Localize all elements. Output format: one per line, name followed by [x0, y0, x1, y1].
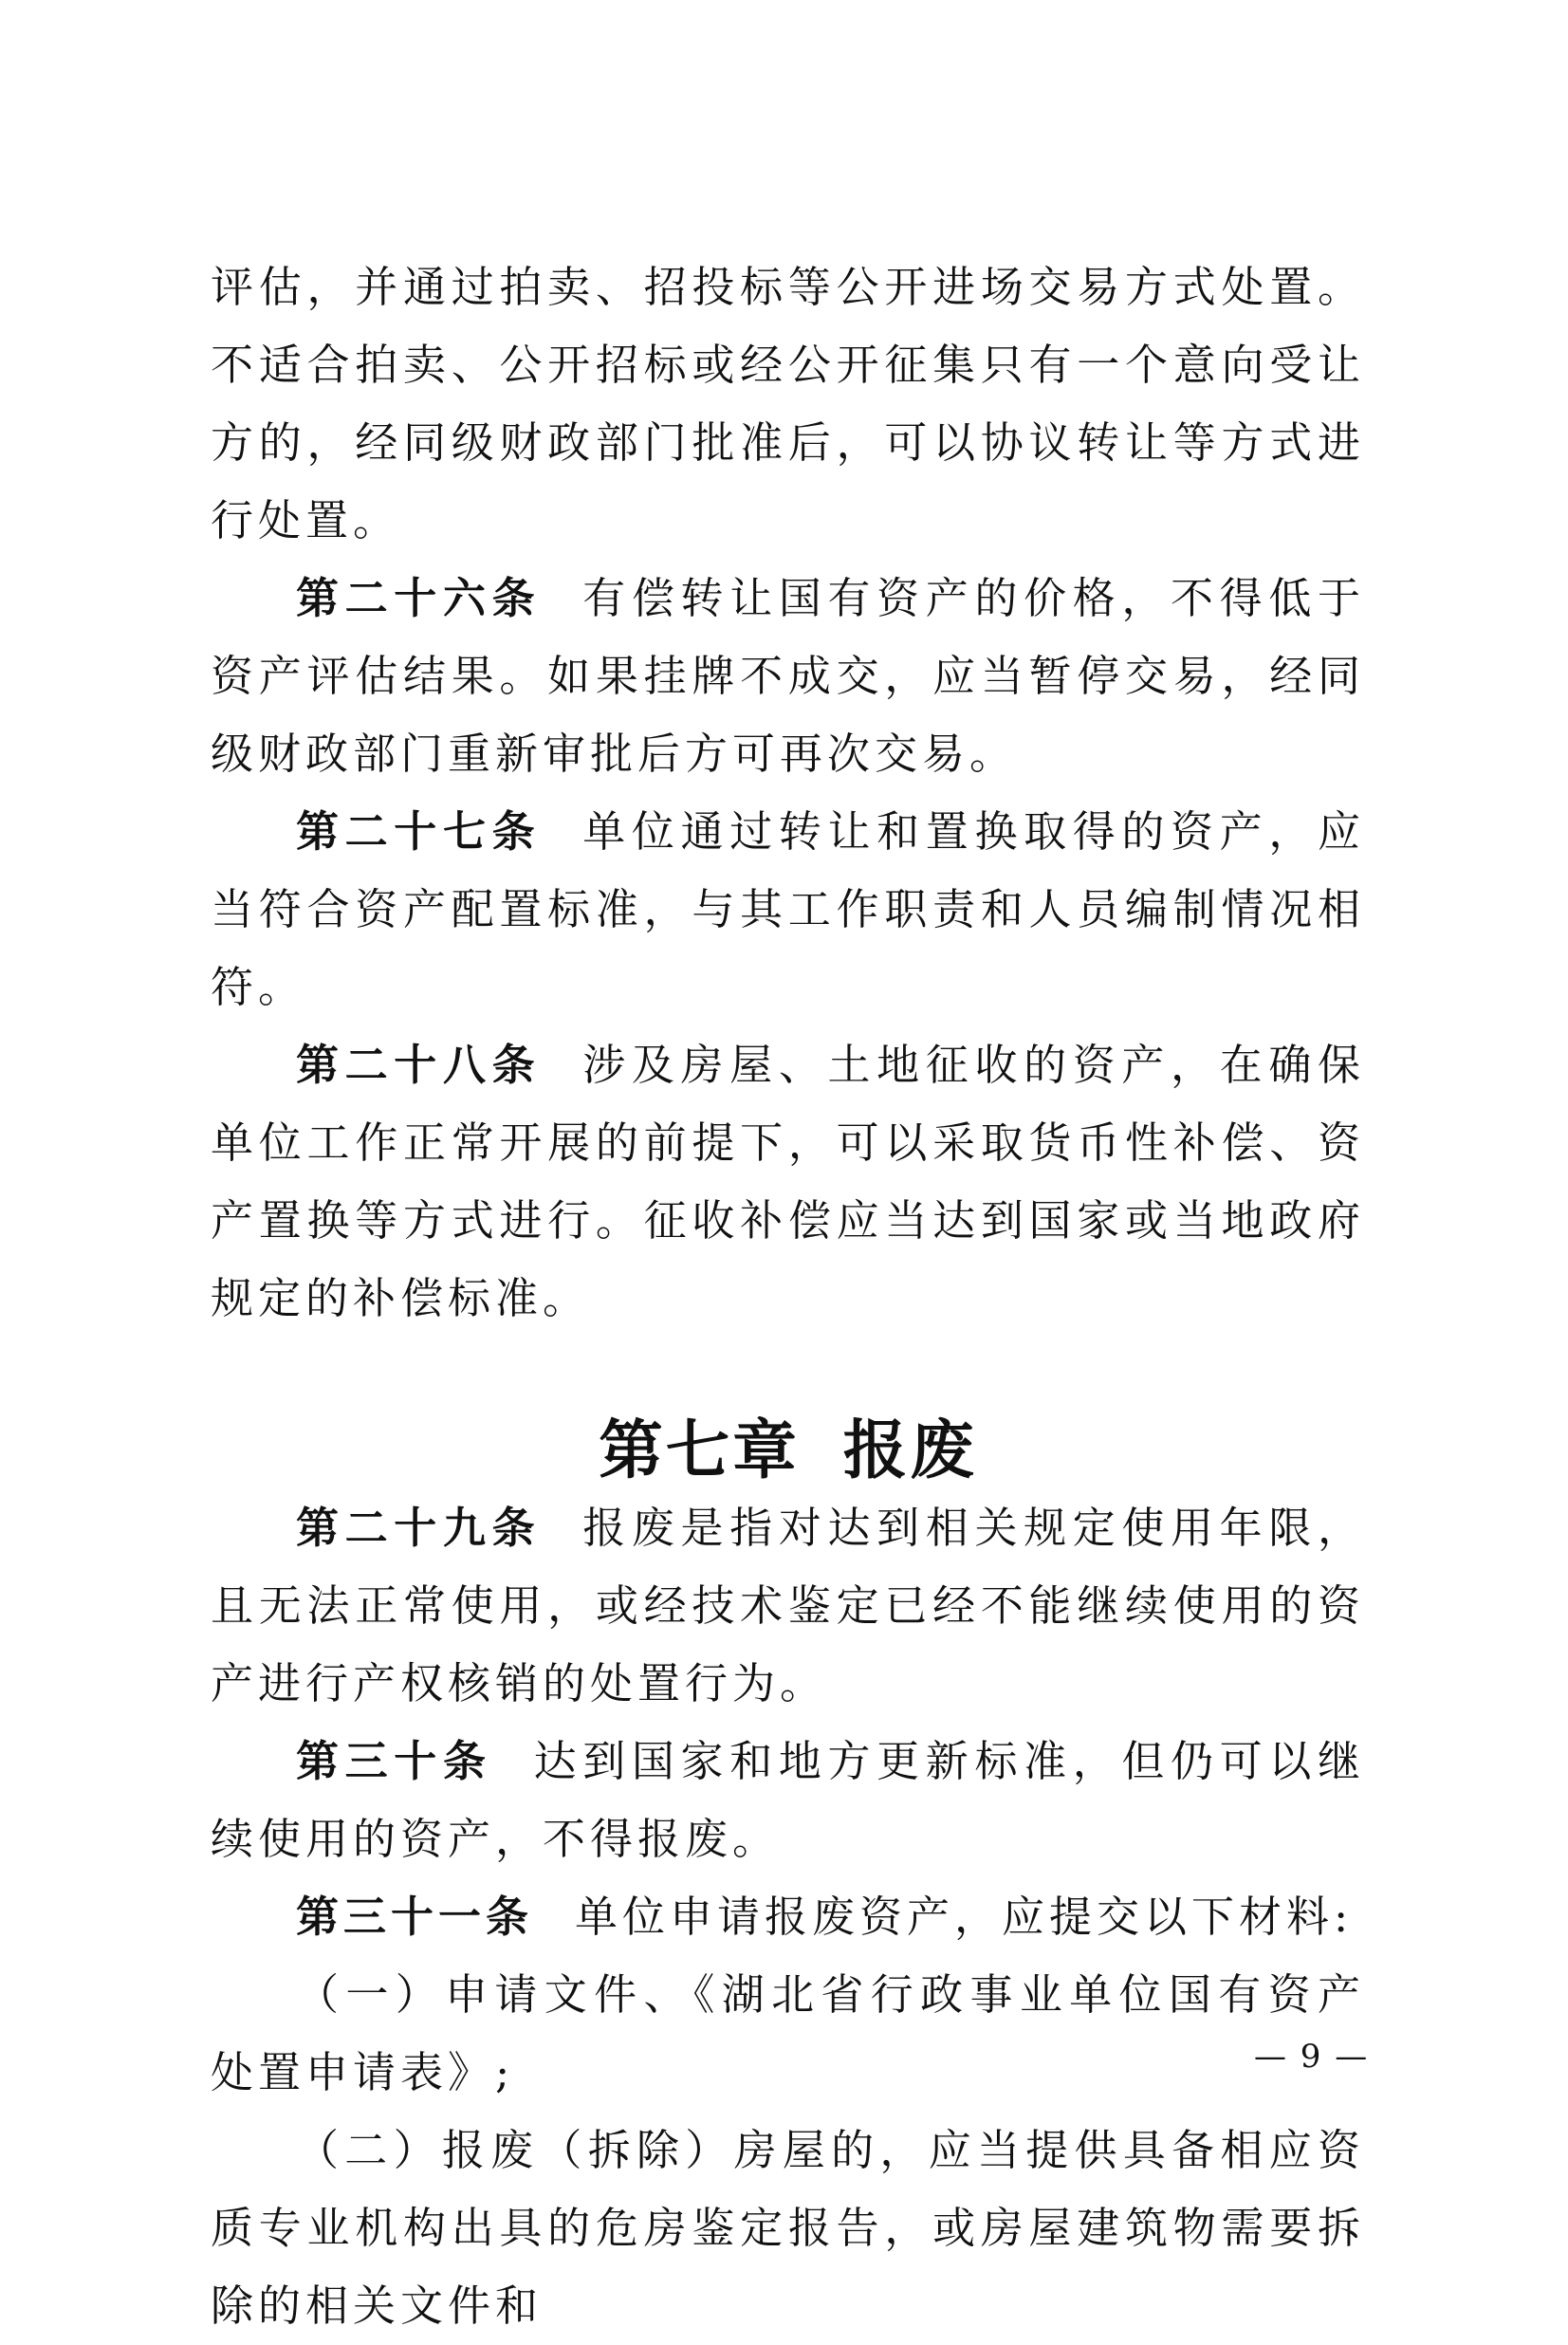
paragraph-text: 达到国家和地方更新标准，但仍可以继续使用的资产，不得报废。	[211, 1736, 1365, 1864]
article-30	[211, 1723, 1365, 1878]
paragraph-text: 涉及房屋、土地征收的资产，在确保单位工作正常开展的前提下，可以采取货币性补偿、资产置换等方式进行。征收补偿应当达到国家或当地政府规定的补偿标准。	[211, 1040, 1365, 1323]
article-heading: 第三十一条	[296, 1892, 534, 1942]
paragraph-text: 单位申请报废资产，应提交以下材料:	[575, 1892, 1354, 1942]
chapter-number: 第七章	[599, 1413, 800, 1487]
list-item-1	[211, 1956, 1365, 2112]
article-28	[211, 1026, 1365, 1338]
list-item-2	[211, 2112, 1365, 2345]
paragraph-text: 评估，并通过拍卖、招投标等公开进场交易方式处置。不适合拍卖、公开招标或经公开征集只有一个意向受让方的，经同级财政部门批准后，可以协议转让等方式进行处置。	[211, 262, 1365, 545]
article-26	[211, 560, 1365, 793]
article-heading: 第二十六条	[296, 573, 542, 623]
article-29	[211, 1489, 1365, 1723]
paragraph-continuation	[211, 249, 1365, 560]
article-27	[211, 793, 1365, 1026]
article-heading: 第二十九条	[296, 1503, 542, 1553]
paragraph-text: 有偿转让国有资产的价格，不得低于资产评估结果。如果挂牌不成交，应当暂停交易，经同级财政部门重新审批后方可再次交易。	[211, 573, 1365, 779]
body-text	[211, 249, 1365, 2345]
article-heading: 第三十条	[296, 1736, 492, 1786]
list-item-text: （二）报废（拆除）房屋的，应当提供具备相应资质专业机构出具的危房鉴定报告，或房屋建筑物需要拆除的相关文件和	[211, 2125, 1365, 2331]
article-heading: 第二十七条	[296, 806, 542, 857]
chapter-heading	[211, 1412, 1365, 1489]
paragraph-text: 单位通过转让和置换取得的资产，应当符合资产配置标准，与其工作职责和人员编制情况相符。	[211, 806, 1365, 1012]
article-heading: 第二十八条	[296, 1040, 542, 1090]
paragraph-text: 报废是指对达到相关规定使用年限，且无法正常使用，或经技术鉴定已经不能继续使用的资产进行产权核销的处置行为。	[211, 1503, 1365, 1708]
page-number: — 9 —	[1254, 2038, 1370, 2076]
list-item-text: （一）申请文件、《湖北省行政事业单位国有资产处置申请表》;	[211, 1969, 1365, 2097]
chapter-title: 报废	[842, 1413, 977, 1487]
article-31	[211, 1878, 1365, 1956]
